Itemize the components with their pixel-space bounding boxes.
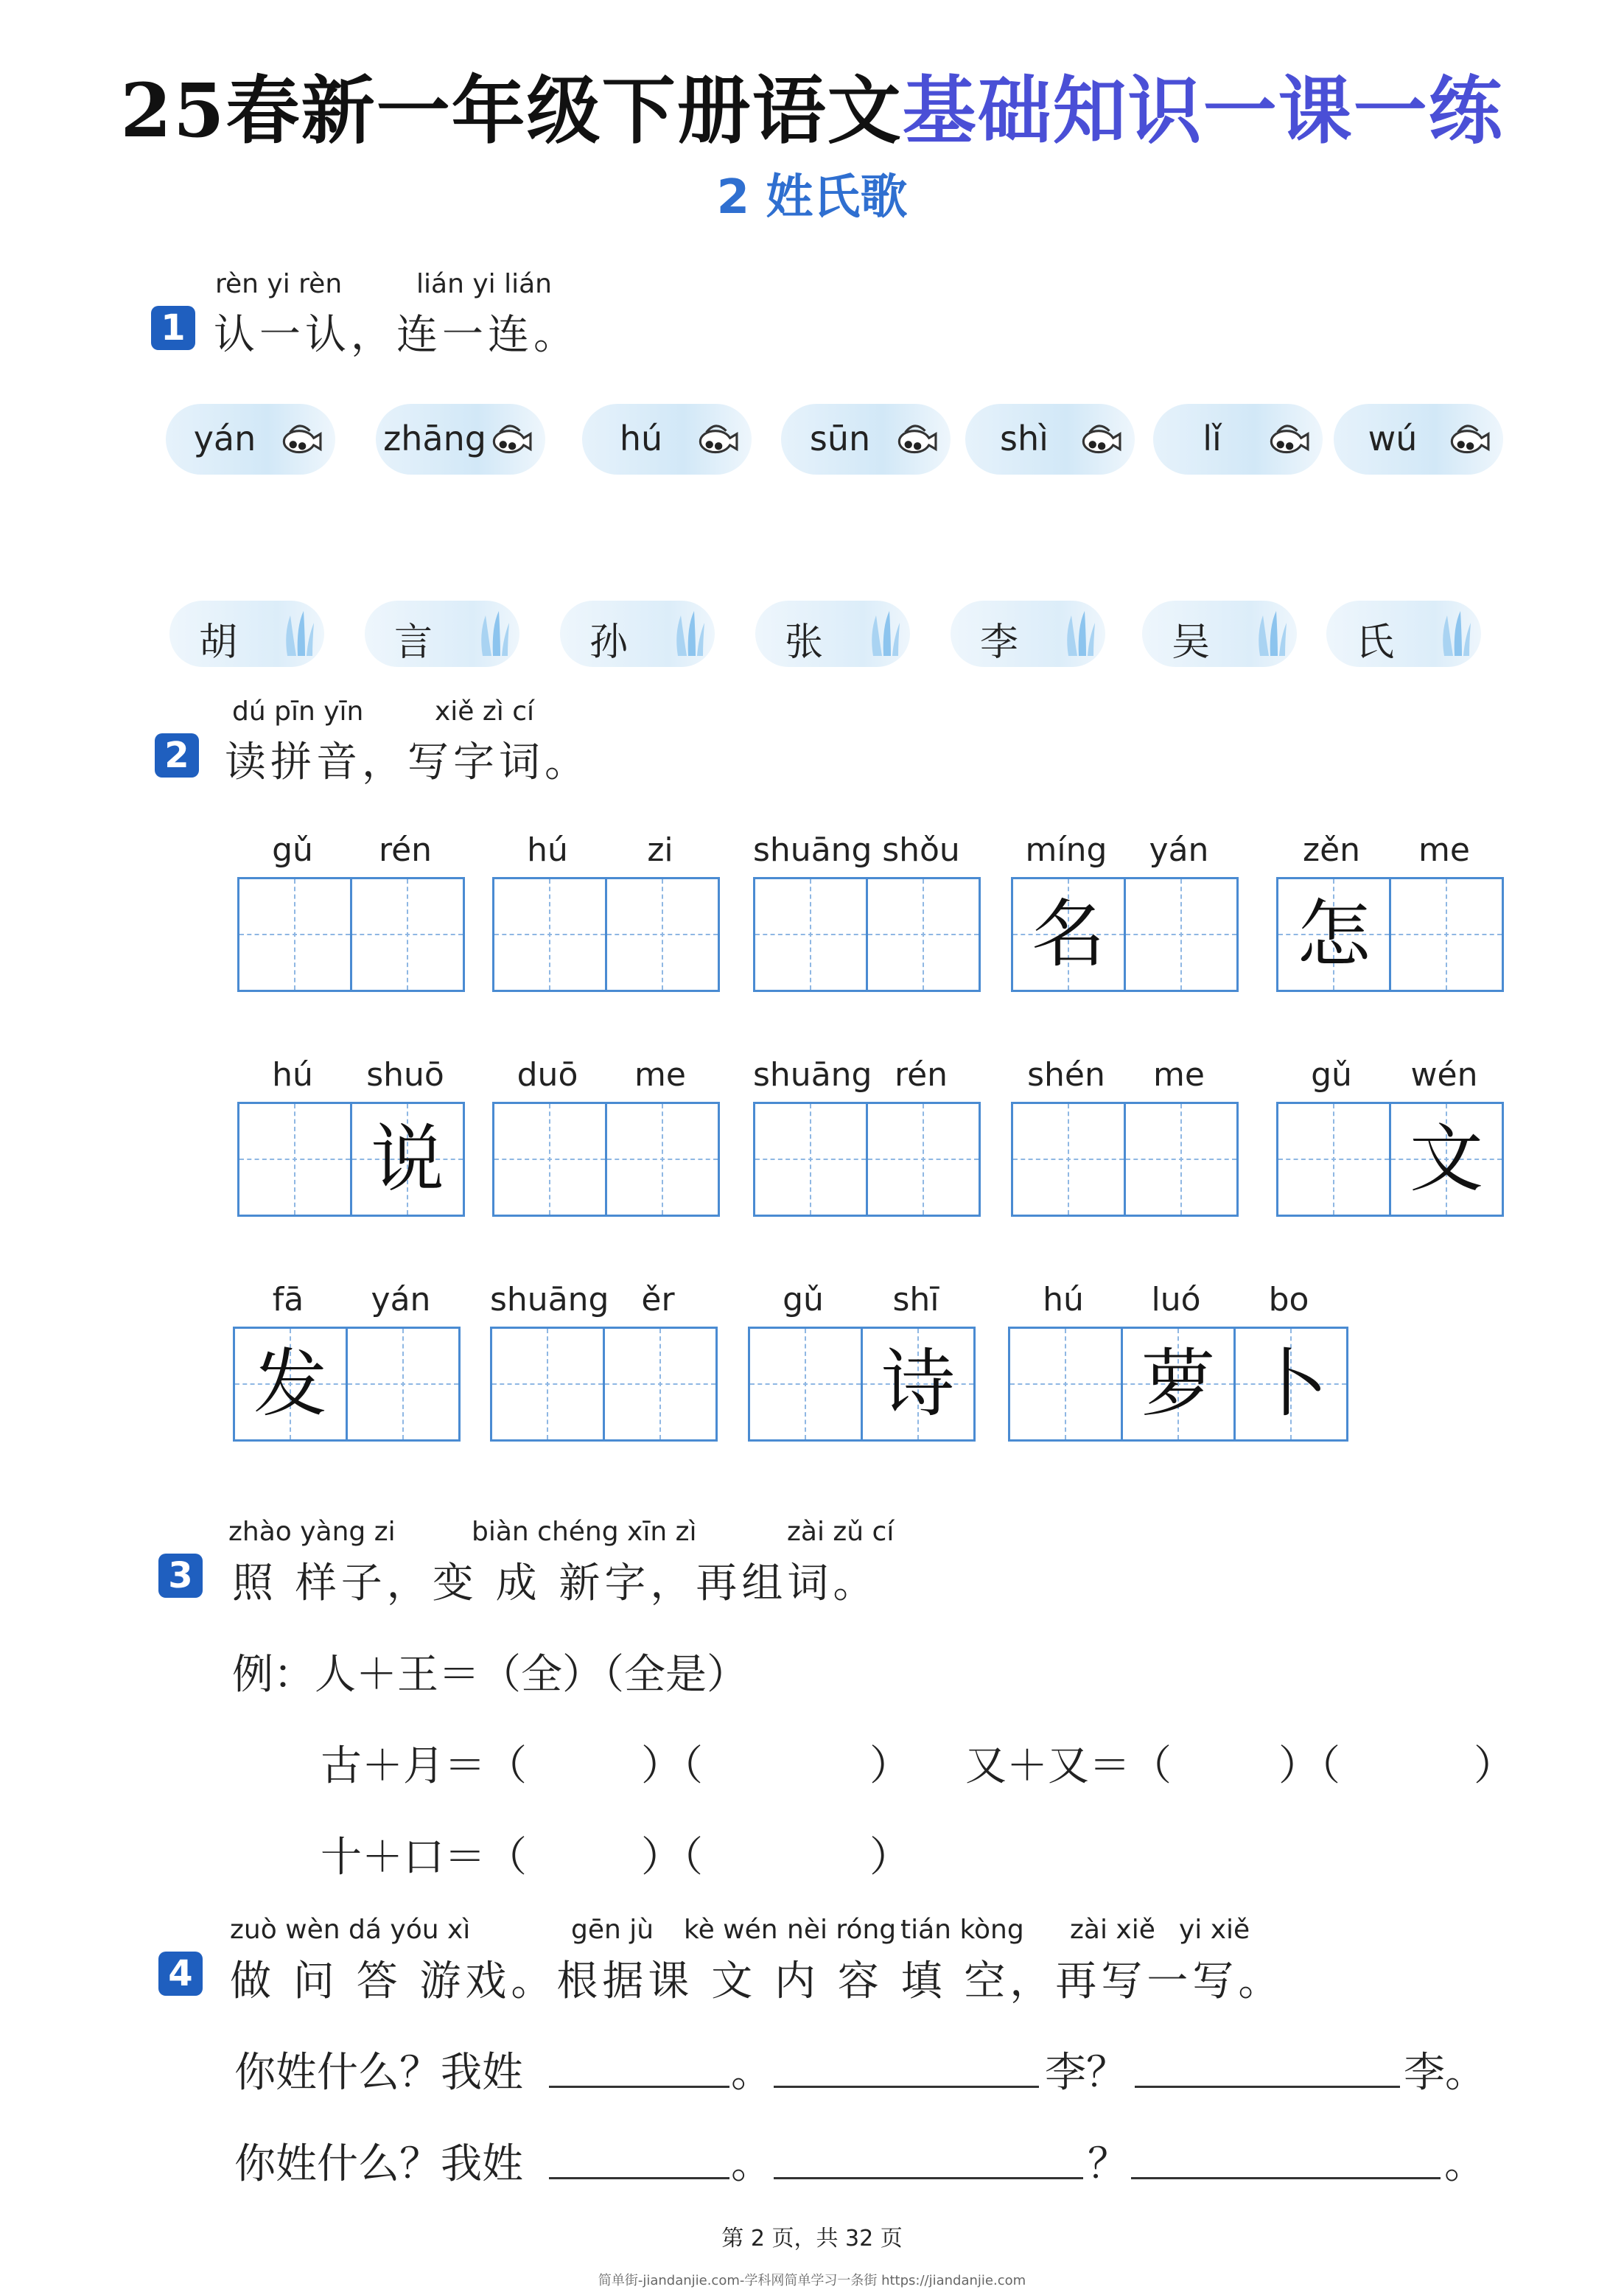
title-part1: 25春新一年级下册语文 [120, 67, 903, 154]
grid-pinyin: shǒu [882, 831, 960, 869]
tianzige-cell[interactable] [750, 1329, 861, 1439]
q3-example: 例：人＋王＝（全）（全是） [232, 1651, 748, 1699]
word-writing-grid[interactable] [492, 1102, 720, 1217]
word-writing-grid[interactable] [753, 877, 981, 992]
q3-line3-left: 十＋口＝（ [321, 1834, 527, 1882]
given-character [352, 879, 463, 990]
given-character [1278, 1104, 1389, 1215]
character-droplet-label: 胡 [199, 621, 238, 665]
given-character: 诗 [881, 1341, 955, 1427]
word-writing-grid[interactable] [748, 1327, 976, 1442]
fish-icon [892, 416, 937, 461]
word-writing-grid[interactable] [492, 877, 720, 992]
given-character [348, 1329, 458, 1439]
tianzige-cell[interactable] [239, 1104, 350, 1215]
fish-icon [1444, 416, 1490, 461]
q2-instruction: 读拼音，写字词。 [225, 738, 590, 786]
q4-row2-mid: ？ [1088, 2140, 1129, 2188]
water-splash-icon [671, 608, 707, 660]
tianzige-cell[interactable] [1126, 879, 1236, 990]
tianzige-cell[interactable] [352, 879, 463, 990]
tianzige-cell[interactable] [1010, 1329, 1121, 1439]
q4-row1-ask: 你姓什么？我姓 [234, 2049, 523, 2097]
given-character [605, 1329, 715, 1439]
given-character: 发 [253, 1341, 327, 1427]
grid-pinyin: gǔ [783, 1281, 824, 1318]
pinyin-bubble[interactable] [166, 404, 335, 475]
q4-pinyin-1: zuò wèn dá yóu xì [230, 1915, 471, 1945]
tianzige-cell[interactable] [1123, 1329, 1233, 1439]
tianzige-cell[interactable] [1126, 1104, 1236, 1215]
pinyin-bubble-label: yán [193, 419, 256, 458]
given-character: 卜 [1254, 1341, 1328, 1427]
q4-row1-dot: 。 [731, 2049, 772, 2097]
q4-row1-blank3[interactable] [1135, 2086, 1400, 2088]
character-droplet[interactable] [169, 601, 324, 667]
given-character: 名 [1032, 891, 1105, 977]
q3-line2-mid: ）（ [1278, 1742, 1340, 1790]
character-droplet[interactable] [755, 601, 910, 667]
given-character [494, 1104, 605, 1215]
grid-pinyin: luó [1151, 1281, 1201, 1318]
tianzige-cell[interactable] [239, 879, 350, 990]
pinyin-bubble-label: hú [619, 419, 663, 458]
given-character [1126, 879, 1236, 990]
given-character [1013, 1104, 1124, 1215]
grid-pinyin: hú [272, 1056, 313, 1094]
pinyin-bubble[interactable] [376, 404, 545, 475]
water-splash-icon [1253, 608, 1289, 660]
tianzige-cell[interactable] [235, 1329, 346, 1439]
source-footer: 简单街-jiandanjie.com-学科网简单学习一条街 https://jiandanjie.com [598, 2273, 1026, 2288]
grid-pinyin: duō [517, 1056, 578, 1094]
grid-pinyin: hú [527, 831, 568, 869]
character-droplet[interactable] [1142, 601, 1297, 667]
grid-pinyin: zi [647, 831, 673, 869]
q3-line2-left: 又＋又＝（ [965, 1742, 1172, 1790]
q4-pinyin-2: gēn jù [571, 1915, 654, 1945]
grid-pinyin: me [1418, 831, 1470, 869]
character-droplet[interactable] [365, 601, 519, 667]
q4-row2-ask: 你姓什么？我姓 [234, 2140, 523, 2188]
given-character [868, 1104, 979, 1215]
given-character [755, 1104, 866, 1215]
water-splash-icon [1437, 608, 1474, 660]
grid-pinyin: shī [892, 1281, 939, 1318]
q4-row2-dot: 。 [731, 2140, 772, 2188]
word-writing-grid[interactable] [753, 1102, 981, 1217]
tianzige-cell[interactable] [755, 1104, 866, 1215]
tianzige-cell[interactable] [605, 1329, 715, 1439]
grid-pinyin: fā [272, 1281, 304, 1318]
word-writing-grid[interactable] [1011, 877, 1239, 992]
grid-pinyin: ěr [641, 1281, 675, 1318]
given-character [750, 1329, 861, 1439]
character-droplet-label: 孙 [589, 621, 629, 665]
tianzige-cell[interactable] [1013, 879, 1124, 990]
grid-pinyin: hú [1043, 1281, 1084, 1318]
character-droplet-label: 氏 [1356, 621, 1395, 665]
lesson-subtitle: 2 姓氏歌 [716, 170, 908, 225]
given-character [494, 879, 605, 990]
given-character: 怎 [1297, 891, 1371, 977]
character-droplet[interactable] [951, 601, 1105, 667]
grid-pinyin: gǔ [1311, 1056, 1352, 1094]
tianzige-cell[interactable] [1013, 1104, 1124, 1215]
character-droplet-label: 言 [394, 621, 433, 665]
given-character [755, 879, 866, 990]
question-number-4: 4 [158, 1952, 203, 1996]
tianzige-cell[interactable] [492, 1329, 603, 1439]
word-writing-grid[interactable] [237, 1102, 465, 1217]
q2-pinyin-2: xiě zì cí [435, 696, 535, 727]
fish-icon [693, 416, 738, 461]
tianzige-cell[interactable] [607, 1104, 718, 1215]
tianzige-cell[interactable] [348, 1329, 458, 1439]
word-writing-grid[interactable] [1011, 1102, 1239, 1217]
pinyin-bubble-label: sūn [809, 419, 871, 458]
water-splash-icon [866, 608, 903, 660]
q4-pinyin-4: nèi róng [787, 1915, 897, 1945]
q3-instruction: 照 样子，变 成 新字，再组词。 [232, 1559, 879, 1607]
given-character [239, 1104, 350, 1215]
word-writing-grid[interactable] [237, 877, 465, 992]
given-character [239, 879, 350, 990]
q4-pinyin-3: kè wén [684, 1915, 778, 1945]
q3-line3-mid: ）（ [641, 1834, 703, 1882]
pinyin-bubble[interactable] [582, 404, 752, 475]
grid-pinyin: shén [1027, 1056, 1105, 1094]
tianzige-cell[interactable] [1278, 879, 1389, 990]
q4-instruction: 做 问 答 游戏。根据课 文 内 容 填 空，再写一写。 [230, 1957, 1284, 2005]
q1-pinyin-1: rèn yi rèn [215, 269, 343, 299]
fish-icon [486, 416, 532, 461]
word-writing-grid[interactable] [490, 1327, 718, 1442]
grid-pinyin: yán [371, 1281, 431, 1318]
grid-pinyin: me [1153, 1056, 1205, 1094]
q3-pinyin-2: biàn chéng xīn zì [472, 1517, 697, 1547]
character-droplet[interactable] [1326, 601, 1481, 667]
character-droplet-label: 李 [980, 621, 1019, 665]
grid-pinyin: rén [894, 1056, 948, 1094]
water-splash-icon [475, 608, 512, 660]
fish-icon [1076, 416, 1121, 461]
q4-row2-blank2[interactable] [774, 2177, 1083, 2179]
word-writing-grid[interactable] [1276, 1102, 1504, 1217]
grid-pinyin: zěn [1302, 831, 1361, 869]
q3-line2-right: ） [1474, 1742, 1515, 1790]
q3-line3-right: ） [869, 1834, 911, 1882]
water-splash-icon [280, 608, 317, 660]
given-character [1010, 1329, 1121, 1439]
q2-pinyin-1: dú pīn yīn [232, 696, 364, 727]
tianzige-cell[interactable] [352, 1104, 463, 1215]
tianzige-cell[interactable] [1278, 1104, 1389, 1215]
given-character: 文 [1410, 1116, 1483, 1202]
q3-pinyin-1: zhào yàng zi [228, 1517, 396, 1547]
q3-line1-right: ） [869, 1742, 911, 1790]
tianzige-cell[interactable] [607, 879, 718, 990]
tianzige-cell[interactable] [868, 879, 979, 990]
grid-pinyin: míng [1025, 831, 1107, 869]
q1-instruction: 认一认，连一连。 [214, 311, 579, 359]
question-number-2: 2 [155, 733, 199, 778]
grid-pinyin: bo [1268, 1281, 1309, 1318]
character-droplet[interactable] [560, 601, 715, 667]
question-number-1: 1 [151, 306, 195, 350]
tianzige-cell[interactable] [1236, 1329, 1346, 1439]
q4-row1-end: 李。 [1404, 2049, 1486, 2097]
pinyin-bubble[interactable] [1334, 404, 1503, 475]
grid-pinyin: rén [378, 831, 433, 869]
q4-row2-end: 。 [1444, 2140, 1485, 2188]
pinyin-bubble[interactable] [1153, 404, 1323, 475]
given-character: 萝 [1141, 1341, 1215, 1427]
grid-pinyin: gǔ [272, 831, 313, 869]
grid-pinyin: shuō [366, 1056, 444, 1094]
q3-line1-mid: ）（ [641, 1742, 703, 1790]
given-character [607, 1104, 718, 1215]
given-character [492, 1329, 603, 1439]
grid-pinyin: shuāng [490, 1281, 609, 1318]
fish-icon [1264, 416, 1309, 461]
character-droplet-label: 吴 [1172, 621, 1211, 665]
given-character [1391, 879, 1502, 990]
q3-pinyin-3: zài zǔ cí [787, 1517, 895, 1547]
q4-row2-blank1[interactable] [549, 2177, 729, 2179]
tianzige-cell[interactable] [494, 879, 605, 990]
pinyin-bubble-label: lǐ [1203, 419, 1222, 458]
q4-pinyin-5: tián kòng [900, 1915, 1024, 1945]
water-splash-icon [1061, 608, 1098, 660]
page-title [0, 66, 1624, 155]
word-writing-grid[interactable] [1276, 877, 1504, 992]
q4-pinyin-7: yi xiě [1179, 1915, 1250, 1945]
q4-pinyin-6: zài xiě [1070, 1915, 1155, 1945]
question-number-3: 3 [158, 1554, 203, 1598]
grid-pinyin: me [634, 1056, 686, 1094]
tianzige-cell[interactable] [868, 1104, 979, 1215]
pinyin-bubble-label: shì [1000, 419, 1049, 458]
q4-row1-mid: 李？ [1045, 2049, 1127, 2097]
grid-pinyin: wén [1410, 1056, 1478, 1094]
q1-pinyin-2: lián yi lián [416, 269, 552, 299]
title-part2: 基础知识一课一练 [902, 67, 1504, 154]
tianzige-cell[interactable] [863, 1329, 973, 1439]
given-character [607, 879, 718, 990]
pinyin-bubble[interactable] [965, 404, 1135, 475]
q4-row1-blank1[interactable] [549, 2086, 729, 2088]
q4-row1-blank2[interactable] [774, 2086, 1039, 2088]
q3-line1-left: 古＋月＝（ [321, 1742, 527, 1790]
tianzige-cell[interactable] [1391, 879, 1502, 990]
grid-pinyin: yán [1149, 831, 1209, 869]
given-character [868, 879, 979, 990]
q4-row2-blank3[interactable] [1131, 2177, 1441, 2179]
character-droplet-label: 张 [785, 621, 824, 665]
tianzige-cell[interactable] [1391, 1104, 1502, 1215]
grid-pinyin: shuāng [753, 1056, 872, 1094]
pinyin-bubble-label: zhāng [383, 419, 486, 458]
word-writing-grid[interactable] [233, 1327, 461, 1442]
grid-pinyin: shuāng [753, 831, 872, 869]
fish-icon [276, 416, 322, 461]
tianzige-cell[interactable] [494, 1104, 605, 1215]
tianzige-cell[interactable] [755, 879, 866, 990]
given-character [1126, 1104, 1236, 1215]
pinyin-bubble-label: wú [1368, 419, 1418, 458]
page-number: 第 2 页，共 32 页 [721, 2226, 903, 2252]
word-writing-grid[interactable] [1008, 1327, 1348, 1442]
pinyin-bubble[interactable] [781, 404, 951, 475]
given-character: 说 [371, 1116, 444, 1202]
